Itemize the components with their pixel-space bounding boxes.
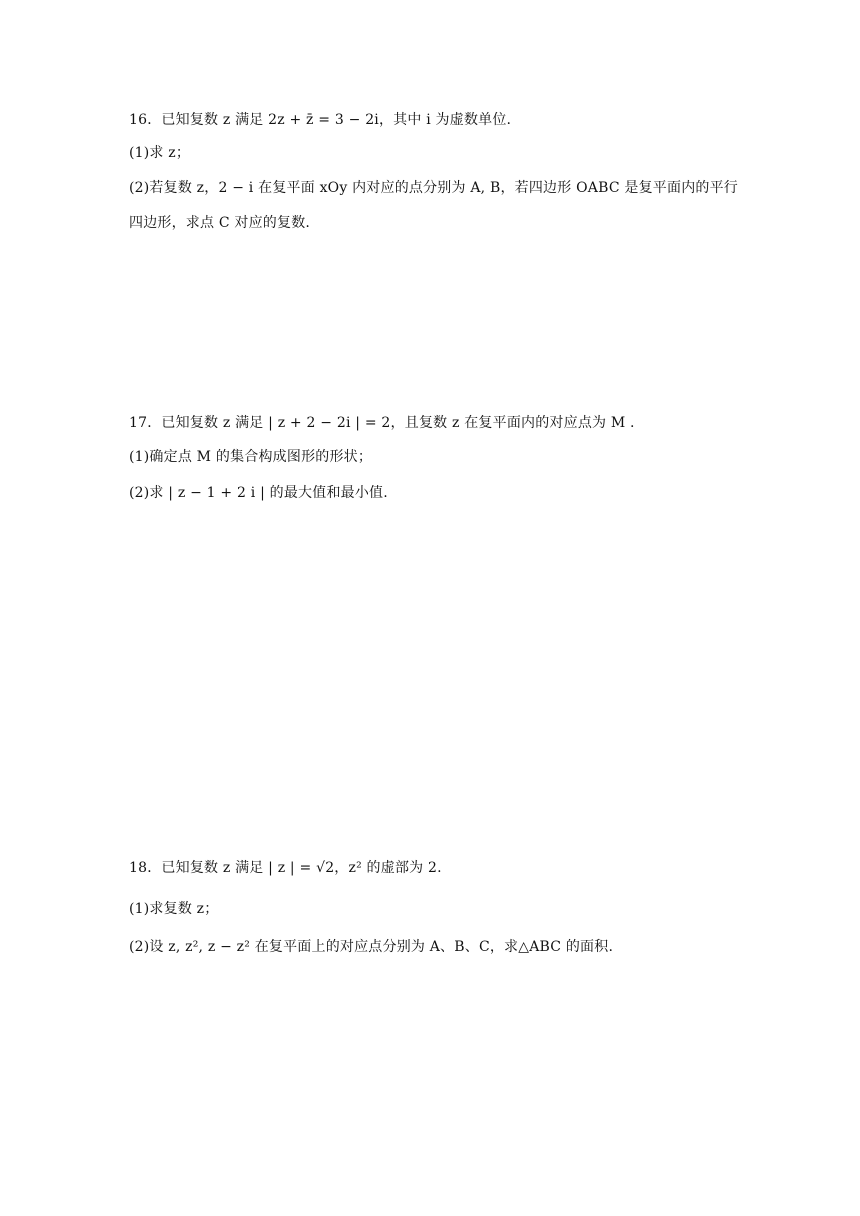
problem-16-part-2: (2)若复数 z，2 − i 在复平面 xOy 内对应的点分别为 A, B，若四边形 OABC 是复平面内的平行 [129,180,739,196]
problem-17-part-2: (2)求 | z − 1 + 2 i | 的最大值和最小值. [129,485,388,501]
problem-18-part-2: (2)设 z, z², z − z² 在复平面上的对应点分别为 A、B、C，求△ABC 的面积. [129,939,614,955]
problem-18-part-1: (1)求复数 z； [129,901,219,917]
problem-17-part-1: (1)确定点 M 的集合构成图形的形状； [129,449,373,465]
problem-16-part-2-continued: 四边形，求点 C 对应的复数. [129,215,311,231]
problem-18-statement: 18．已知复数 z 满足 | z | = √2，z² 的虚部为 2. [129,860,442,876]
problem-16-statement: 16．已知复数 z 满足 2z + z̄ = 3 − 2i，其中 i 为虚数单位. [129,112,512,128]
problem-16-part-1: (1)求 z； [129,145,191,161]
problem-17-statement: 17．已知复数 z 满足 | z + 2 − 2i | = 2，且复数 z 在复平面内的对应点为 M . [129,415,635,431]
